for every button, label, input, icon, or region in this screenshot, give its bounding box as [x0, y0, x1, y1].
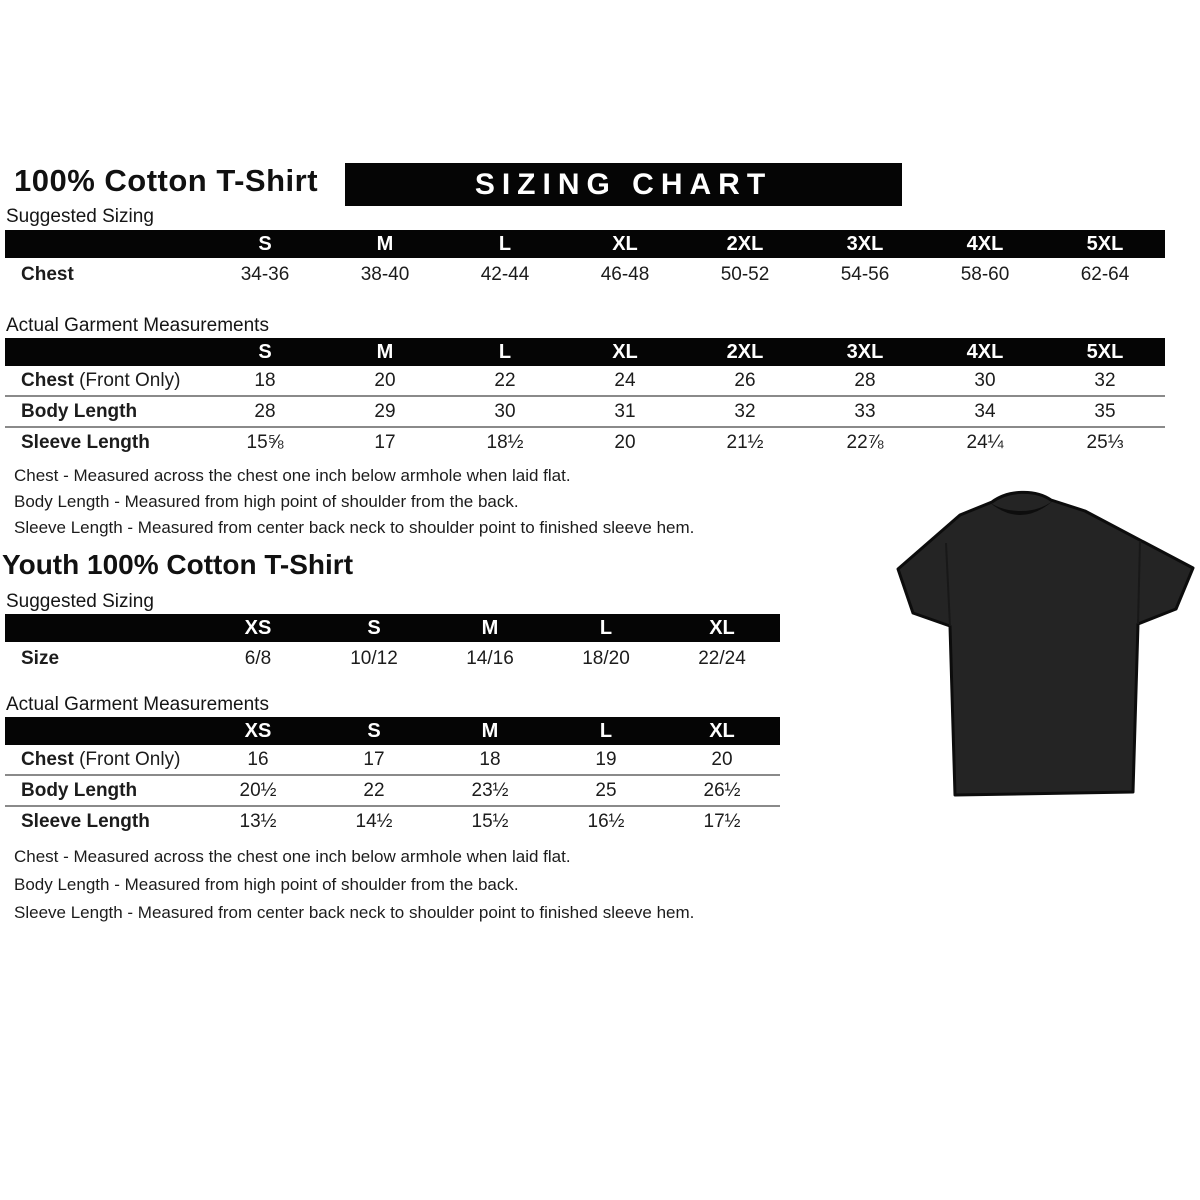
column-header-xl: XL — [709, 720, 735, 742]
row-label-suffix: (Front Only) — [73, 748, 181, 770]
row-label — [5, 264, 205, 286]
column-header-m: M — [481, 720, 499, 742]
cell-value: 22 — [494, 369, 516, 391]
column-header-xl: XL — [709, 617, 735, 639]
youth-section-title: Youth 100% Cotton T-Shirt — [2, 549, 354, 580]
column-header-m: M — [376, 341, 394, 363]
row-label-main: Sleeve Length — [21, 431, 150, 453]
row-label-main: Sleeve Length — [21, 810, 150, 832]
cell-value: 62-64 — [1080, 263, 1130, 285]
column-header-xs: XS — [244, 720, 272, 742]
youth-suggested-sizing-label: Suggested Sizing — [6, 591, 154, 612]
cell-value: 17½ — [703, 810, 741, 832]
youth-actual-measurements-label: Actual Garment Measurements — [6, 694, 269, 715]
row-label — [5, 749, 200, 771]
cell-value: 26½ — [703, 779, 741, 801]
cell-value: 21½ — [726, 431, 764, 453]
row-label-main: Body Length — [21, 779, 138, 801]
cell-value: 22⅞ — [846, 431, 884, 453]
column-header-xs: XS — [244, 617, 272, 639]
column-header-l: L — [498, 233, 512, 255]
cell-value: 6/8 — [244, 647, 272, 669]
row-label — [5, 780, 200, 802]
cell-value: 30 — [974, 369, 996, 391]
column-header-2xl: 2XL — [726, 341, 764, 363]
youth-suggested-sizing-table — [5, 614, 780, 675]
note-sleeve-length: Sleeve Length - Measured from center back neck to shoulder point to finished sleeve hem. — [14, 903, 695, 922]
row-label — [5, 401, 205, 423]
note-chest: Chest - Measured across the chest one inch below armhole when laid flat. — [14, 466, 571, 485]
cell-value: 14½ — [355, 810, 393, 832]
page-title: 100% Cotton T-Shirt — [14, 163, 319, 198]
sizing-chart-banner-label: SIZING CHART — [474, 167, 773, 201]
note-sleeve-length: Sleeve Length - Measured from center back neck to shoulder point to finished sleeve hem. — [14, 518, 695, 537]
youth-measurement-notes — [14, 843, 694, 927]
table-row-size — [5, 642, 780, 675]
cell-value: 33 — [854, 400, 876, 422]
column-header-2xl: 2XL — [726, 233, 764, 255]
column-header-5xl: 5XL — [1086, 233, 1124, 255]
table-header-row — [5, 338, 1165, 366]
cell-value: 31 — [614, 400, 636, 422]
cell-value: 15⅝ — [246, 431, 284, 453]
cell-value: 58-60 — [960, 263, 1010, 285]
cell-value: 42-44 — [480, 263, 530, 285]
column-header-s: S — [258, 233, 272, 255]
tshirt-image — [888, 483, 1198, 813]
cell-value: 46-48 — [600, 263, 650, 285]
cell-value: 20 — [711, 748, 733, 770]
table-row-chest — [5, 745, 780, 774]
column-header-s: S — [367, 720, 381, 742]
table-row-sleeve-length — [5, 426, 1165, 457]
column-header-3xl: 3XL — [846, 341, 884, 363]
column-header-l: L — [599, 617, 613, 639]
cell-value: 15½ — [471, 810, 509, 832]
cell-value: 28 — [854, 369, 876, 391]
cell-value: 34-36 — [240, 263, 290, 285]
adult-suggested-sizing-table — [5, 230, 1165, 291]
row-label — [5, 370, 205, 392]
cell-value: 25 — [595, 779, 617, 801]
cell-value: 18½ — [486, 431, 524, 453]
cell-value: 35 — [1094, 400, 1116, 422]
adult-suggested-sizing-label: Suggested Sizing — [6, 206, 154, 227]
cell-value: 24¼ — [966, 431, 1004, 453]
cell-value: 38-40 — [360, 263, 410, 285]
table-row-chest — [5, 258, 1165, 291]
column-header-5xl: 5XL — [1086, 341, 1124, 363]
table-header-row — [5, 230, 1165, 258]
column-header-s: S — [367, 617, 381, 639]
row-label-main: Chest — [21, 748, 74, 770]
cell-value: 19 — [595, 748, 617, 770]
cell-value: 29 — [374, 400, 396, 422]
cell-value: 32 — [734, 400, 756, 422]
cell-value: 26 — [734, 369, 756, 391]
cell-value: 18 — [254, 369, 276, 391]
cell-value: 17 — [374, 431, 396, 453]
adult-measurement-notes — [14, 463, 694, 541]
cell-value: 50-52 — [720, 263, 770, 285]
cell-value: 34 — [974, 400, 996, 422]
column-header-xl: XL — [612, 341, 638, 363]
column-header-m: M — [481, 617, 499, 639]
column-header-3xl: 3XL — [846, 233, 884, 255]
table-row-chest — [5, 366, 1165, 395]
row-label — [5, 811, 200, 833]
table-row-body-length — [5, 395, 1165, 426]
cell-value: 30 — [494, 400, 516, 422]
tshirt-body — [898, 492, 1193, 795]
table-row-body-length — [5, 774, 780, 805]
note-body-length: Body Length - Measured from high point of shoulder from the back. — [14, 875, 519, 894]
cell-value: 18 — [479, 748, 501, 770]
row-label-main: Chest — [21, 369, 74, 391]
cell-value: 24 — [614, 369, 636, 391]
cell-value: 14/16 — [466, 647, 514, 669]
row-label-main: Size — [21, 647, 60, 669]
cell-value: 23½ — [471, 779, 509, 801]
table-header-row — [5, 614, 780, 642]
row-label-main: Body Length — [21, 400, 138, 422]
cell-value: 18/20 — [582, 647, 630, 669]
note-body-length: Body Length - Measured from high point of shoulder from the back. — [14, 492, 519, 511]
cell-value: 22/24 — [698, 647, 746, 669]
cell-value: 16 — [247, 748, 269, 770]
cell-value: 10/12 — [350, 647, 398, 669]
cell-value: 54-56 — [840, 263, 890, 285]
row-label — [5, 432, 205, 454]
cell-value: 17 — [363, 748, 385, 770]
youth-actual-measurements-table — [5, 717, 780, 836]
column-header-l: L — [599, 720, 613, 742]
cell-value: 20 — [614, 431, 636, 453]
cell-value: 20 — [374, 369, 396, 391]
cell-value: 13½ — [239, 810, 277, 832]
adult-actual-measurements-table — [5, 338, 1165, 457]
row-label-suffix: (Front Only) — [73, 369, 181, 391]
sizing-chart-banner — [345, 163, 902, 206]
row-label-main: Chest — [21, 263, 74, 285]
cell-value: 22 — [363, 779, 385, 801]
table-row-sleeve-length — [5, 805, 780, 836]
cell-value: 32 — [1094, 369, 1116, 391]
row-label — [5, 648, 200, 670]
note-chest: Chest - Measured across the chest one inch below armhole when laid flat. — [14, 847, 571, 866]
adult-actual-measurements-label: Actual Garment Measurements — [6, 315, 269, 336]
table-header-row — [5, 717, 780, 745]
cell-value: 25⅓ — [1086, 431, 1124, 453]
column-header-s: S — [258, 341, 272, 363]
column-header-4xl: 4XL — [966, 233, 1004, 255]
column-header-m: M — [376, 233, 394, 255]
cell-value: 16½ — [587, 810, 625, 832]
cell-value: 20½ — [239, 779, 277, 801]
column-header-4xl: 4XL — [966, 341, 1004, 363]
column-header-l: L — [498, 341, 512, 363]
cell-value: 28 — [254, 400, 276, 422]
column-header-xl: XL — [612, 233, 638, 255]
